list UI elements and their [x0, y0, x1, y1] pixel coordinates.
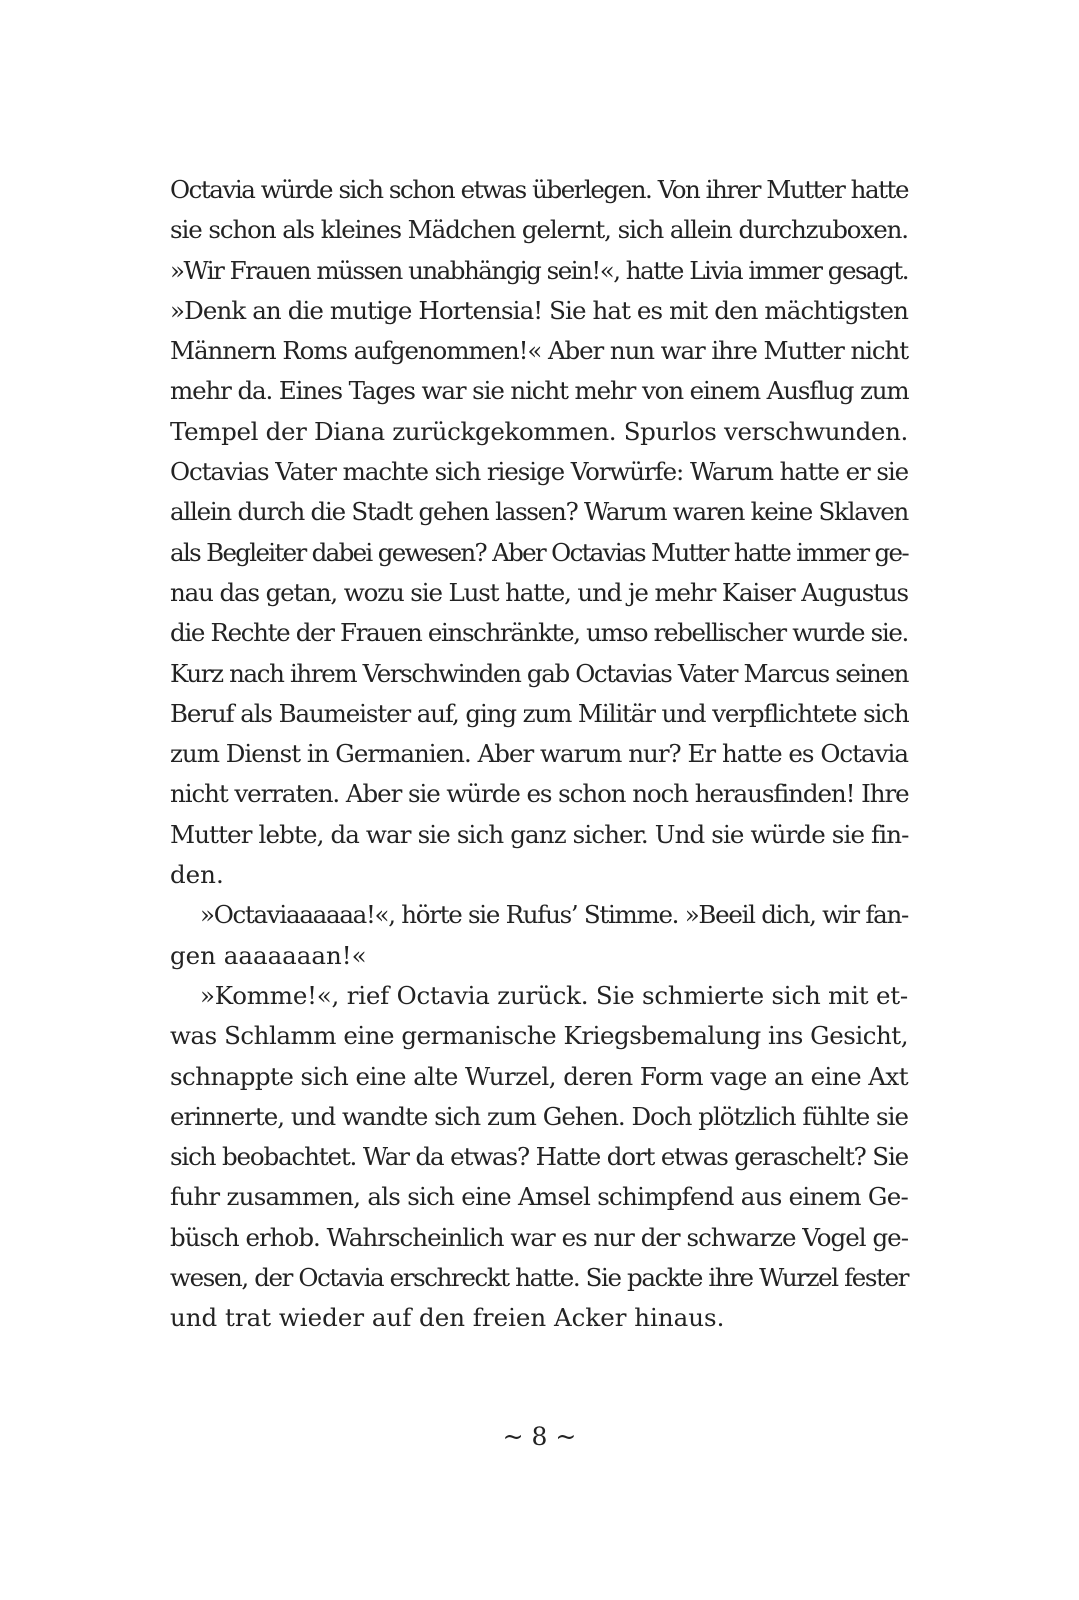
text-line: mehr da. Eines Tages war sie nicht mehr von einem Ausflug zum: [170, 376, 909, 406]
text-line: die Rechte der Frauen einschränkte, umso rebellischer wurde sie.: [170, 618, 908, 648]
text-line: den.: [170, 860, 224, 890]
text-line: wesen, der Octavia erschreckt hatte. Sie packte ihre Wurzel fester: [170, 1263, 909, 1293]
text-line: »Denk an die mutige Hortensia! Sie hat es mit den mächtigsten: [170, 295, 909, 325]
paragraph-2: [170, 895, 908, 976]
text-line: Octavia würde sich schon etwas überlegen. Von ihrer Mutter hatte: [170, 175, 908, 204]
text-line: allein durch die Stadt gehen lassen? Warum waren keine Sklaven: [170, 497, 909, 527]
text-line: zum Dienst in Germanien. Aber warum nur? Er hatte es Octavia: [170, 739, 908, 769]
body-text: [170, 170, 908, 1339]
text-line: was Schlamm eine germanische Kriegsbemalung ins Gesicht,: [170, 1021, 909, 1051]
page-number: ~ 8 ~: [502, 1422, 577, 1451]
text-line: nau das getan, wozu sie Lust hatte, und je mehr Kaiser Augustus: [170, 577, 908, 607]
text-line: Octavias Vater machte sich riesige Vorwürfe: Warum hatte er sie: [170, 457, 909, 487]
text-line: sie schon als kleines Mädchen gelernt, sich allein durchzuboxen.: [170, 215, 908, 245]
text-line: erinnerte, und wandte sich zum Gehen. Doch plötzlich fühlte sie: [170, 1101, 908, 1131]
text-line: schnappte sich eine alte Wurzel, deren Form vage an eine Axt: [170, 1061, 908, 1091]
text-line: und trat wieder auf den freien Acker hinaus.: [170, 1303, 725, 1333]
text-line: Kurz nach ihrem Verschwinden gab Octavias Vater Marcus seinen: [170, 658, 908, 688]
text-line: nicht verraten. Aber sie würde es schon noch herausfinden! Ihre: [170, 779, 909, 809]
paragraph-1: [170, 170, 908, 895]
text-line: »Komme!«, rief Octavia zurück. Sie schmierte sich mit et-: [200, 980, 908, 1010]
text-line: sich beobachtet. War da etwas? Hatte dort etwas geraschelt? Sie: [170, 1142, 909, 1172]
paragraph-3: [170, 976, 908, 1339]
text-line: Männern Roms aufgenommen!« Aber nun war ihre Mutter nicht: [170, 336, 908, 366]
text-line: »Wir Frauen müssen unabhängig sein!«, hatte Livia immer gesagt.: [170, 255, 908, 285]
text-line: »Octaviaaaaaa!«, hörte sie Rufus’ Stimme. »Beeil dich, wir fan-: [200, 900, 908, 930]
text-line: Beruf als Baumeister auf, ging zum Militär und verpflichtete sich: [170, 698, 909, 728]
text-line: als Begleiter dabei gewesen? Aber Octavias Mutter hatte immer ge-: [170, 537, 908, 567]
text-line: Mutter lebte, da war sie sich ganz sicher. Und sie würde sie fin-: [170, 819, 909, 849]
text-line: fuhr zusammen, als sich eine Amsel schimpfend aus einem Ge-: [170, 1182, 909, 1212]
text-line: büsch erhob. Wahrscheinlich war es nur der schwarze Vogel ge-: [170, 1222, 908, 1252]
text-line: Tempel der Diana zurückgekommen. Spurlos verschwunden.: [170, 416, 908, 446]
text-line: gen aaaaaaan!«: [170, 940, 367, 970]
